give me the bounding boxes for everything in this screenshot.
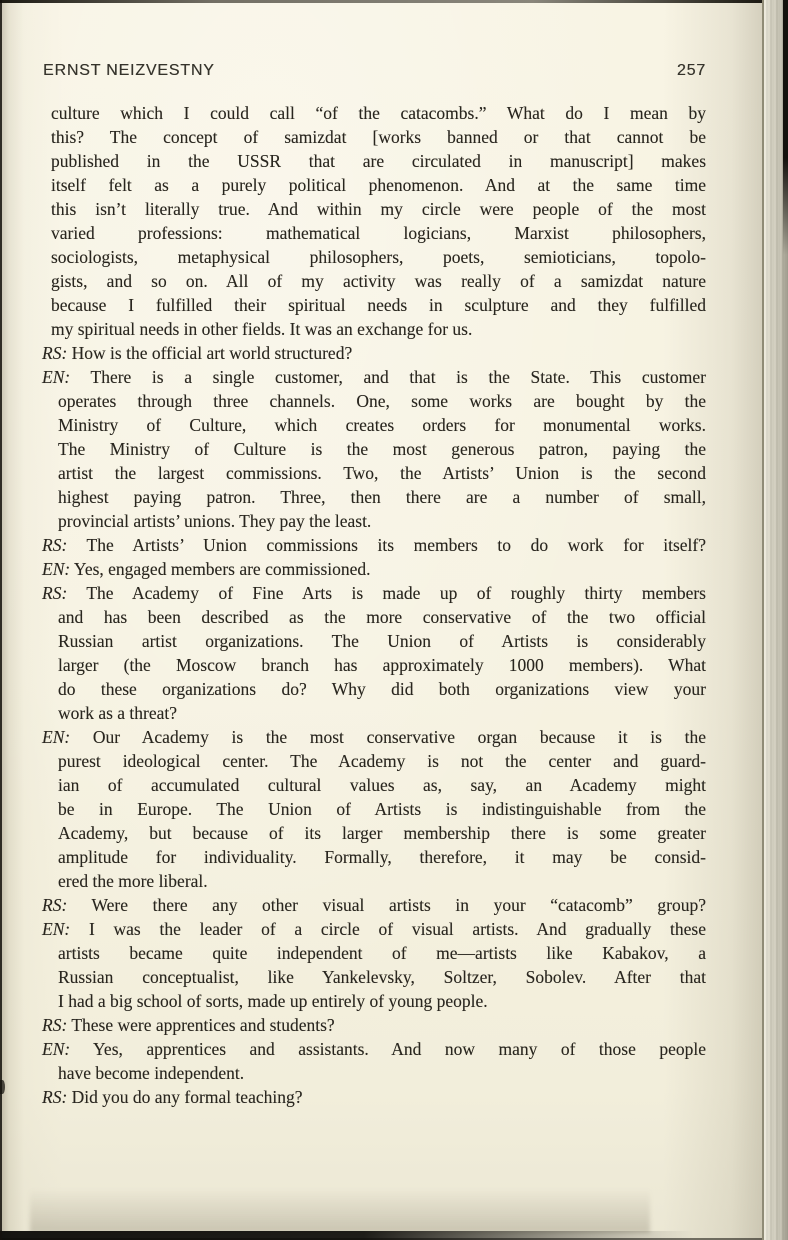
text-line: EN: Yes, apprentices and assistants. And now many of those people — [42, 1039, 706, 1059]
running-header — [43, 62, 706, 80]
text-line: RS: How is the official art world structured? — [42, 343, 353, 363]
text-line: sociologists, metaphysical philosophers, poets, semioticians, topolo- — [51, 247, 706, 267]
text-line: this isn’t literally true. And within my circle were people of the most — [51, 199, 706, 219]
text-line: gists, and so on. All of my activity was really of a samizdat nature — [51, 271, 706, 291]
text-line: ian of accumulated cultural values as, say, an Academy might — [58, 775, 706, 795]
text-line: RS: The Academy of Fine Arts is made up of roughly thirty members — [42, 583, 706, 603]
text-line: highest paying patron. Three, then there are a number of small, — [58, 487, 706, 507]
text-line: EN: I was the leader of a circle of visual artists. And gradually these — [42, 919, 706, 939]
speaker-label: RS: — [42, 895, 68, 915]
text-line: Russian conceptualist, like Yankelevsky, Soltzer, Sobolev. After that — [58, 967, 706, 987]
text-line: be in Europe. The Union of Artists is indistinguishable from the — [58, 799, 706, 819]
speaker-label: RS: — [42, 583, 68, 603]
text-line: RS: Did you do any formal teaching? — [42, 1087, 303, 1107]
text-line: culture which I could call “of the catacombs.” What do I mean by — [51, 103, 706, 123]
text-line: RS: These were apprentices and students? — [42, 1015, 335, 1035]
text-line: artist the largest commissions. Two, the Artists’ Union is the second — [58, 463, 706, 483]
speaker-label: EN: — [42, 727, 71, 747]
text-line: this? The concept of samizdat [works banned or that cannot be — [51, 127, 706, 147]
text-line: operates through three channels. One, some works are bought by the — [58, 391, 706, 411]
speaker-label: EN: — [42, 919, 71, 939]
speaker-label: EN: — [42, 1039, 71, 1059]
text-line: EN: There is a single customer, and that is the State. This customer — [42, 367, 706, 387]
text-line: Ministry of Culture, which creates orders for monumental works. — [58, 415, 706, 435]
running-header-title: ERNST NEIZVESTNY — [43, 62, 215, 79]
speaker-label: RS: — [42, 343, 68, 363]
text-line: itself felt as a purely political phenomenon. And at the same time — [51, 175, 706, 195]
speaker-label: RS: — [42, 1015, 68, 1035]
text-line: my spiritual needs in other fields. It was an exchange for us. — [51, 319, 473, 339]
body-text — [42, 101, 706, 1109]
page-curl-shadow — [30, 1189, 650, 1233]
speaker-label: RS: — [42, 535, 68, 555]
text-line: amplitude for individuality. Formally, therefore, it may be consid- — [58, 847, 706, 867]
text-line: because I fulfilled their spiritual needs in sculpture and they fulfilled — [51, 295, 706, 315]
text-line: artists became quite independent of me—artists like Kabakov, a — [58, 943, 706, 963]
text-line: work as a threat? — [58, 703, 178, 723]
text-line: purest ideological center. The Academy is not the center and guard- — [58, 751, 706, 771]
text-line: do these organizations do? Why did both organizations view your — [58, 679, 706, 699]
text-line: published in the USSR that are circulated in manuscript] makes — [51, 151, 706, 171]
text-line: have become independent. — [58, 1063, 245, 1083]
text-line: RS: Were there any other visual artists in your “catacomb” group? — [42, 895, 706, 915]
text-line: EN: Yes, engaged members are commissioned. — [42, 559, 371, 579]
text-line: I had a big school of sorts, made up entirely of young people. — [58, 991, 488, 1011]
speaker-label: RS: — [42, 1087, 68, 1107]
speaker-label: EN: — [42, 367, 71, 387]
text-line: larger (the Moscow branch has approximately 1000 members). What — [58, 655, 706, 675]
text-line: and has been described as the more conservative of the two official — [58, 607, 706, 627]
text-line: ered the more liberal. — [58, 871, 208, 891]
edge-speck — [0, 1080, 5, 1094]
text-line: varied professions: mathematical logicians, Marxist philosophers, — [51, 223, 706, 243]
text-line: Academy, but because of its larger membership there is some greater — [58, 823, 706, 843]
text-line: The Ministry of Culture is the most generous patron, paying the — [58, 439, 706, 459]
fore-edge-shadow — [783, 0, 788, 255]
text-line: Russian artist organizations. The Union of Artists is considerably — [58, 631, 706, 651]
text-line: EN: Our Academy is the most conservative organ because it is the — [42, 727, 706, 747]
fore-edge-pages — [762, 0, 788, 1240]
bottom-scan-band — [0, 1231, 700, 1240]
page-number: 257 — [676, 62, 706, 79]
speaker-label: EN: — [42, 559, 71, 579]
text-line: RS: The Artists’ Union commissions its members to do work for itself? — [42, 535, 706, 555]
text-line: provincial artists’ unions. They pay the least. — [58, 511, 372, 531]
